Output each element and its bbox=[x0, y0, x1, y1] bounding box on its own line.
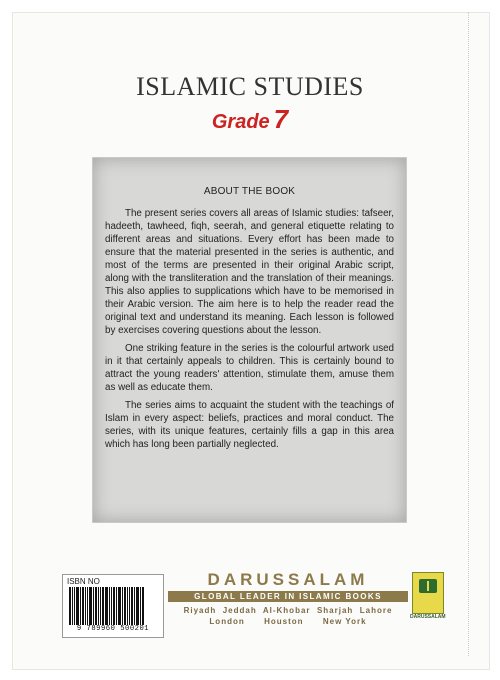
cities-line-1: Riyadh Jeddah Al-Khobar Sharjah Lahore bbox=[183, 606, 393, 615]
grade-number: 7 bbox=[273, 104, 289, 134]
publisher-name: DARUSSALAM bbox=[207, 570, 369, 589]
about-paragraph-1: The present series covers all areas of Islamic studies: tafseer, hadeeth, tawheed, fiqh, seerah, and general etiquette relating to different areas and situations. Every effort has been made to ensure that the material presented in the series is authentic, and most of the terms are presented in their original Arabic script, along with the transliteration and the translation of their meanings. This also applies to supplications which have to be memorised in their Arabic version. The aim here is to help the reader read the original text and understand its meaning. Each lesson is followed by exercises covering questions about the lesson. bbox=[105, 208, 394, 336]
publisher-tagline: GLOBAL LEADER IN ISLAMIC BOOKS bbox=[168, 591, 408, 602]
publisher-block bbox=[168, 570, 408, 642]
about-heading: ABOUT THE BOOK bbox=[203, 186, 296, 197]
barcode-bars-icon bbox=[69, 587, 157, 625]
isbn-number: 9 789960 500201 bbox=[76, 625, 150, 633]
logo-caption: DARUSSALAM bbox=[410, 614, 446, 620]
about-panel bbox=[93, 158, 406, 522]
isbn-label: ISBN NO bbox=[67, 577, 100, 586]
publisher-cities bbox=[168, 605, 408, 627]
grade-label bbox=[0, 104, 500, 135]
book-icon bbox=[419, 579, 437, 593]
about-paragraph-2: One striking feature in the series is the colourful artwork used in it that certainly appeals to children. This is certainly bound to attract the young readers' attention, stimulate them, amuse them as well as educate them. bbox=[105, 343, 394, 393]
about-paragraph-3: The series aims to acquaint the student with the teachings of Islam in every aspect: beliefs, practices and moral conduct. The series, with its unique features, certainly fills a gap in this area which has long been partially neglected. bbox=[105, 400, 394, 450]
publisher-logo-icon bbox=[412, 572, 444, 614]
book-title: ISLAMIC STUDIES bbox=[136, 72, 364, 101]
about-content bbox=[105, 186, 394, 456]
cities-line-2: London Houston New York bbox=[209, 617, 367, 626]
isbn-barcode bbox=[62, 574, 164, 638]
grade-word: Grade bbox=[211, 111, 270, 133]
